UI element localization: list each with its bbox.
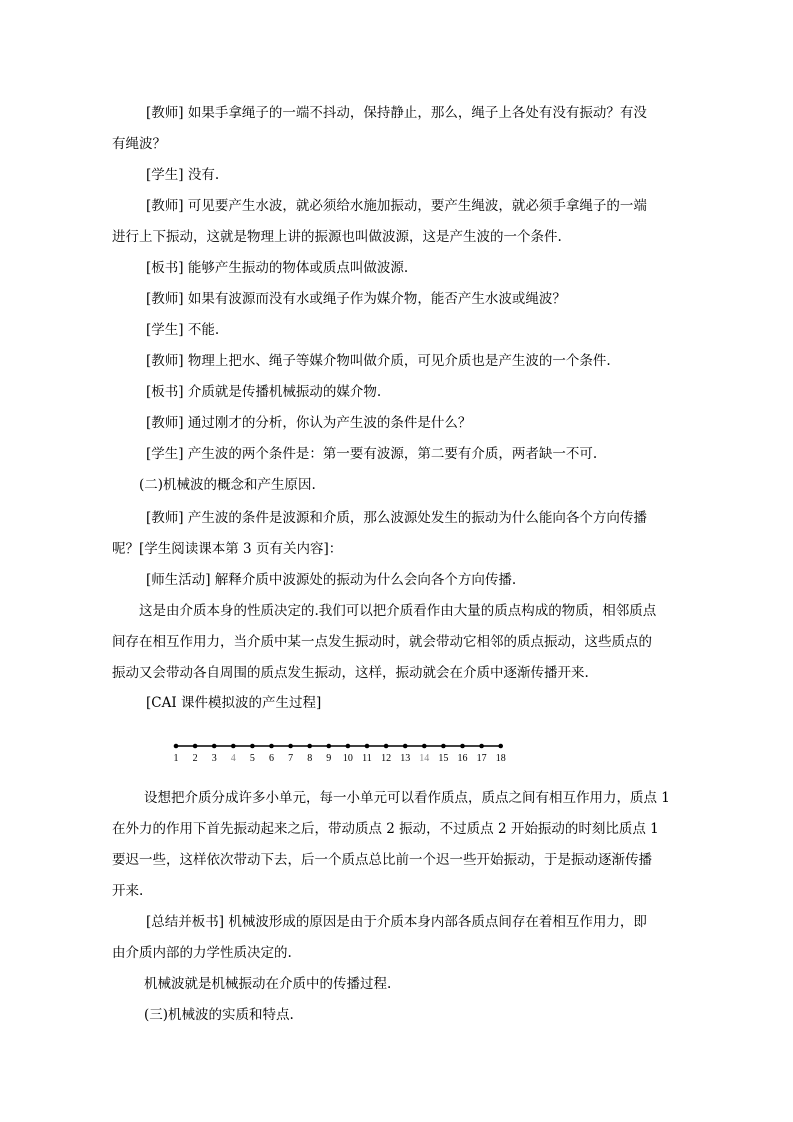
text-line: [教师] 如果手拿绳子的一端不抖动，保持静止，那么，绳子上各处有没有振动？有没 <box>146 105 647 121</box>
text-line: 进行上下振动，这就是物理上讲的振源也叫做波源，这是产生波的一个条件. <box>112 229 562 245</box>
particle-label: 9 <box>326 753 332 764</box>
particle-label: 3 <box>211 753 217 764</box>
para-teacher-conditions-question <box>112 408 692 439</box>
text-line: [学生] 没有. <box>146 167 220 183</box>
particle-dot <box>479 744 484 749</box>
text-line: [学生] 不能. <box>146 322 220 338</box>
para-teacher-medium-question <box>112 284 692 315</box>
para-cai <box>112 688 692 719</box>
particle-label: 2 <box>192 753 198 764</box>
text-line: (二)机械波的概念和产生原因. <box>139 477 316 493</box>
particle-label: 10 <box>342 753 353 764</box>
particle-dot <box>327 744 332 749</box>
particle-chain-figure <box>170 738 515 768</box>
particle-dot <box>250 744 255 749</box>
particle-dot <box>422 744 427 749</box>
section-heading-3 <box>112 1000 692 1031</box>
text-line: 有绳波？ <box>112 136 166 152</box>
particle-label: 17 <box>476 753 487 764</box>
text-line: [总结并板书] 机械波形成的原因是由于介质本身内部各质点间存在着相互作用力，即 <box>146 914 647 930</box>
particle-dot <box>384 744 389 749</box>
section-heading-2 <box>112 470 692 501</box>
particle-chain-svg <box>170 738 515 768</box>
text-line: [师生活动] 解释介质中波源处的振动为什么会向各个方向传播. <box>146 572 517 588</box>
para-summary <box>112 907 692 969</box>
text-line: 间存在相互作用力，当介质中某一点发生振动时，就会带动它相邻的质点振动，这些质点的 <box>112 634 652 650</box>
particle-label: 18 <box>495 753 506 764</box>
para-student-conditions <box>112 439 692 470</box>
text-line: [教师] 如果有波源而没有水或绳子作为媒介物，能否产生水波或绳波？ <box>146 291 566 307</box>
para-student-cannot <box>112 315 692 346</box>
particle-dot <box>403 744 408 749</box>
particle-dot <box>346 744 351 749</box>
text-line: 这是由介质本身的性质决定的.我们可以把介质看作由大量的质点构成的物质，相邻质点 <box>139 603 657 619</box>
particle-dot <box>193 744 198 749</box>
text-line: 要迟一些，这样依次带动下去，后一个质点总比前一个迟一些开始振动，于是振动逐渐传播 <box>112 852 652 868</box>
text-line: 由介质内部的力学性质决定的. <box>112 945 292 961</box>
text-line: [教师] 可见要产生水波，就必须给水施加振动，要产生绳波，就必须手拿绳子的一端 <box>146 198 647 214</box>
text-line: (三)机械波的实质和特点. <box>144 1007 294 1023</box>
particle-label: 5 <box>249 753 255 764</box>
para-activity <box>112 565 692 596</box>
particle-label: 12 <box>381 753 392 764</box>
para-teacher-medium <box>112 346 692 377</box>
text-line: [CAI 课件模拟波的产生过程] <box>146 695 322 711</box>
para-board-wave-source <box>112 253 692 284</box>
particle-dot <box>269 744 274 749</box>
para-imagine <box>112 783 692 907</box>
particle-label: 14 <box>419 753 430 764</box>
particle-dot <box>365 744 370 749</box>
particle-label: 6 <box>269 753 274 764</box>
para-student-no <box>112 160 692 191</box>
particle-dot <box>231 744 236 749</box>
particle-dot <box>460 744 465 749</box>
text-line: 机械波就是机械振动在介质中的传播过程. <box>144 976 392 992</box>
text-line: 振动又会带动各自周围的质点发生振动，这样，振动就会在介质中逐渐传播开来. <box>112 665 589 681</box>
particle-label: 8 <box>307 753 313 764</box>
particle-label: 11 <box>362 753 372 764</box>
particle-label: 1 <box>173 753 179 764</box>
text-line: [教师] 物理上把水、绳子等媒介物叫做介质，可见介质也是产生波的一个条件. <box>146 353 611 369</box>
para-explanation <box>112 596 692 689</box>
para-board-medium <box>112 377 692 408</box>
text-line: 设想把介质分成许多小单元，每一小单元可以看作质点，质点之间有相互作用力，质点 1 <box>144 790 670 806</box>
particle-dot <box>307 744 312 749</box>
para-definition <box>112 969 692 1000</box>
text-line: [教师] 通过刚才的分析，你认为产生波的条件是什么？ <box>146 415 472 431</box>
para-teacher-rope <box>112 98 692 160</box>
particle-dot <box>441 744 446 749</box>
particle-label: 4 <box>230 753 236 764</box>
particle-dot <box>498 744 503 749</box>
particle-label: 16 <box>457 753 468 764</box>
particle-dot <box>212 744 217 749</box>
para-teacher-wave-source <box>112 191 692 253</box>
particle-dot <box>174 744 179 749</box>
text-line: [板书] 能够产生振动的物体或质点叫做波源. <box>146 260 409 276</box>
text-line: [板书] 介质就是传播机械振动的媒介物. <box>146 384 382 400</box>
text-line: [学生] 产生波的两个条件是：第一要有波源，第二要有介质，两者缺一不可. <box>146 446 598 462</box>
text-line: [教师] 产生波的条件是波源和介质，那么波源处发生的振动为什么能向各个方向传播 <box>146 510 647 526</box>
text-line: 开来. <box>112 883 144 899</box>
para-teacher-propagation <box>112 503 692 565</box>
particle-label: 13 <box>400 753 411 764</box>
text-line: 在外力的作用下首先振动起来之后，带动质点 2 振动，不过质点 2 开始振动的时刻比质点 1 <box>112 821 659 837</box>
particle-dot <box>288 744 293 749</box>
text-line: 呢？[学生阅读课本第 3 页有关内容]： <box>112 541 343 557</box>
particle-label: 7 <box>288 753 294 764</box>
particle-label: 15 <box>438 753 449 764</box>
